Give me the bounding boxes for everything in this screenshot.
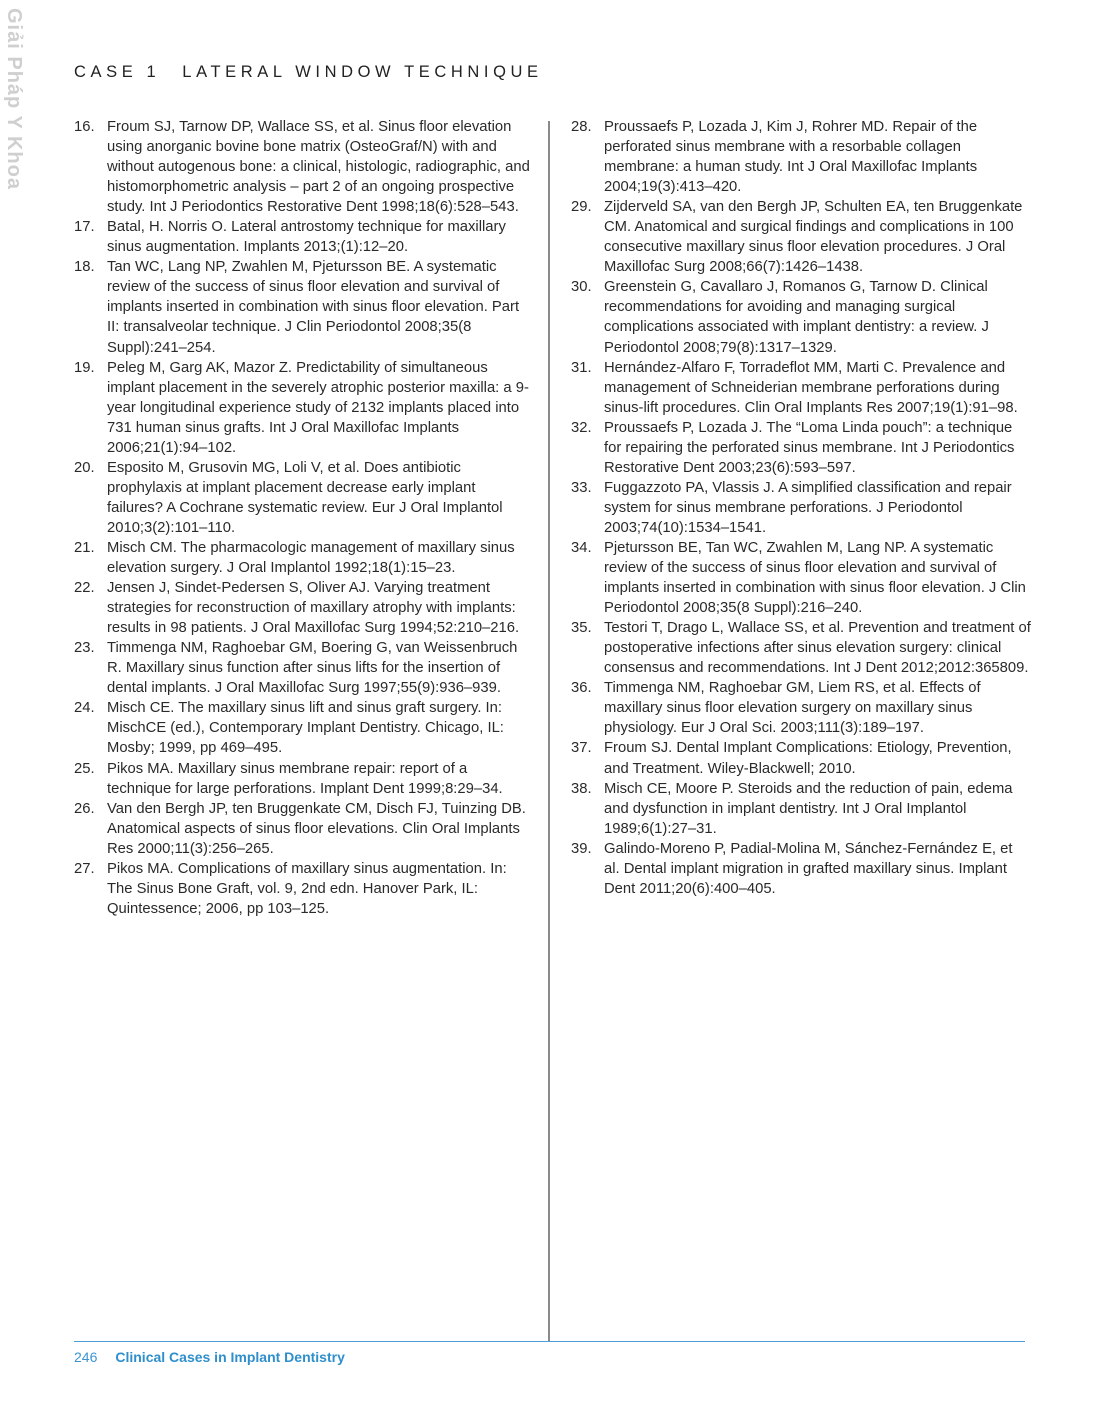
reference-item [74,799,534,859]
reference-item [571,538,1031,618]
reference-item [74,578,534,638]
reference-item [571,839,1031,899]
reference-number: 17. [74,219,95,236]
reference-text: Van den Bergh JP, ten Bruggenkate CM, Disch FJ, Tuinzing DB. Anatomical aspects of sinus floor elevations. Clin Oral Implants Res 2000;11(3):256–265. [107,800,526,857]
reference-item [74,698,534,758]
reference-number: 29. [571,199,592,216]
reference-item [571,277,1031,357]
reference-item [571,197,1031,277]
reference-number: 19. [74,359,95,376]
reference-item [74,759,534,799]
reference-text: Timmenga NM, Raghoebar GM, Liem RS, et al. Effects of maxillary sinus floor elevation surgery on maxillary sinus physiology. Eur J Oral Sci. 2003;111(3):189–197. [604,680,981,737]
reference-text: Galindo-Moreno P, Padial-Molina M, Sánchez-Fernández E, et al. Dental implant migration in grafted maxillary sinus. Implant Dent 2011;20(6):400–405. [604,840,1013,897]
references-right-column [571,117,1031,899]
reference-number: 20. [74,459,95,476]
reference-text: Pikos MA. Complications of maxillary sinus augmentation. In: The Sinus Bone Graft, vol. 9, 2nd edn. Hanover Park, IL: Quintessence; 2006, pp 103–125. [107,860,507,917]
reference-number: 35. [571,620,592,637]
reference-text: Pikos MA. Maxillary sinus membrane repair: report of a technique for large perforations. Implant Dent 1999;8:29–34. [107,760,503,797]
reference-number: 22. [74,580,95,597]
reference-number: 26. [74,800,95,817]
reference-item [571,418,1031,478]
book-title: Clinical Cases in Implant Dentistry [115,1349,345,1365]
chapter-title: LATERAL WINDOW TECHNIQUE [182,63,543,81]
reference-number: 39. [571,840,592,857]
reference-number: 37. [571,740,592,757]
case-label: CASE 1 [74,63,161,81]
reference-text: Tan WC, Lang NP, Zwahlen M, Pjetursson BE. A systematic review of the success of sinus floor elevation and survival of implants inserted in combination with sinus floor elevation. Part II: transalveolar technique. J Clin Periodontol 2008;35(8 Suppl):241–254. [107,259,520,356]
references-left-column [74,117,534,919]
reference-item [74,257,534,357]
reference-text: Timmenga NM, Raghoebar GM, Boering G, van Weissenbruch R. Maxillary sinus function after sinus lifts for the insertion of dental implants. J Oral Maxillofac Surg 1997;55(9):936–939. [107,640,518,697]
reference-text: Proussaefs P, Lozada J. The “Loma Linda pouch”: a technique for repairing the perforated sinus membrane. Int J Periodontics Restorative Dent 2003;23(6):593–597. [604,419,1015,476]
running-head [74,63,543,82]
reference-item [74,117,534,217]
reference-item [74,638,534,698]
reference-number: 23. [74,640,95,657]
reference-number: 33. [571,479,592,496]
reference-text: Froum SJ. Dental Implant Complications: Etiology, Prevention, and Treatment. Wiley-Blackwell; 2010. [604,740,1012,777]
reference-number: 36. [571,680,592,697]
footer-rule [74,1341,1025,1342]
reference-text: Esposito M, Grusovin MG, Loli V, et al. Does antibiotic prophylaxis at implant placement decrease early implant failures? A Cochrane systematic review. Eur J Oral Implantol 2010;3(2):101–110. [107,459,503,536]
reference-text: Hernández-Alfaro F, Torradeflot MM, Marti C. Prevalence and management of Schneiderian membrane perforations during sinus-lift procedures. Clin Oral Implants Res 2007;19(1):91–98. [604,359,1018,416]
reference-number: 24. [74,700,95,717]
reference-item [74,859,534,919]
reference-item [571,358,1031,418]
reference-number: 28. [571,119,592,135]
reference-text: Fuggazzoto PA, Vlassis J. A simplified classification and repair system for sinus membrane perforations. J Periodontol 2003;74(10):1534–1541. [604,479,1012,536]
reference-item [571,738,1031,778]
reference-text: Misch CE. The maxillary sinus lift and sinus graft surgery. In: MischCE (ed.), Contemporary Implant Dentistry. Chicago, IL: Mosby; 1999, pp 469–495. [107,700,504,757]
reference-text: Pjetursson BE, Tan WC, Zwahlen M, Lang NP. A systematic review of the success of sinus floor elevation and survival of implants inserted in combination with sinus floor elevation. J Clin Periodontol 2008;35(8 Suppl):216–240. [604,539,1026,617]
reference-number: 25. [74,760,95,777]
reference-item [74,217,534,257]
reference-number: 34. [571,539,592,556]
reference-text: Froum SJ, Tarnow DP, Wallace SS, et al. Sinus floor elevation using anorganic bovine bone matrix (OsteoGraf/N) with and without autogenous bone: a clinical, histologic, radiographic, and histomorphometric analysis – part 2 of an ongoing prospective study. Int J Periodontics Restorative Dent 1998;18(6):528–543. [107,119,530,216]
reference-number: 38. [571,780,592,797]
page-footer [74,1349,345,1365]
reference-number: 18. [74,259,95,276]
reference-item [571,678,1031,738]
reference-item [571,117,1031,197]
reference-number: 16. [74,119,95,135]
watermark: Giải Pháp Y Khoa [3,8,25,190]
reference-item [571,618,1031,678]
reference-text: Peleg M, Garg AK, Mazor Z. Predictability of simultaneous implant placement in the severely atrophic posterior maxilla: a 9-year longitudinal experience study of 2132 implants placed into 731 human sinus grafts. Int J Oral Maxillofac Implants 2006;21(1):94–102. [107,359,529,456]
reference-number: 32. [571,419,592,436]
reference-text: Jensen J, Sindet-Pedersen S, Oliver AJ. Varying treatment strategies for reconstruction of maxillary atrophy with implants: results in 98 patients. J Oral Maxillofac Surg 1994;52:210–216. [107,580,520,637]
reference-item [74,358,534,458]
column-divider [548,121,550,1342]
reference-text: Misch CM. The pharmacologic management of maxillary sinus elevation surgery. J Oral Implantol 1992;18(1):15–23. [107,539,515,577]
reference-text: Misch CE, Moore P. Steroids and the reduction of pain, edema and dysfunction in implant dentistry. Int J Oral Implantol 1989;6(1):27–31. [604,780,1013,837]
reference-item [74,538,534,578]
reference-number: 27. [74,860,95,877]
reference-text: Zijderveld SA, van den Bergh JP, Schulten EA, ten Bruggenkate CM. Anatomical and surgical findings and complications in 100 consecutive maxillary sinus floor elevation procedures. J Oral Maxillofac Surg 2008;66(7):1426–1438. [604,199,1023,276]
page-number: 246 [74,1349,98,1365]
reference-text: Testori T, Drago L, Wallace SS, et al. Prevention and treatment of postoperative infections after sinus elevation surgery: clinical consensus and recommendations. Int J Dent 2012;2012:365809. [604,620,1031,677]
reference-number: 30. [571,279,592,296]
reference-item [571,779,1031,839]
reference-number: 21. [74,539,95,556]
reference-item [571,478,1031,538]
reference-text: Batal, H. Norris O. Lateral antrostomy technique for maxillary sinus augmentation. Implants 2013;(1):12–20. [107,219,506,256]
reference-number: 31. [571,359,592,376]
reference-text: Proussaefs P, Lozada J, Kim J, Rohrer MD. Repair of the perforated sinus membrane with a resorbable collagen membrane: a human study. Int J Oral Maxillofac Implants 2004;19(3):413–420. [604,119,978,196]
reference-text: Greenstein G, Cavallaro J, Romanos G, Tarnow D. Clinical recommendations for avoiding and managing surgical complications associated with implant dentistry: a review. J Periodontol 2008;79(8):1317–1329. [604,279,989,356]
reference-item [74,458,534,538]
